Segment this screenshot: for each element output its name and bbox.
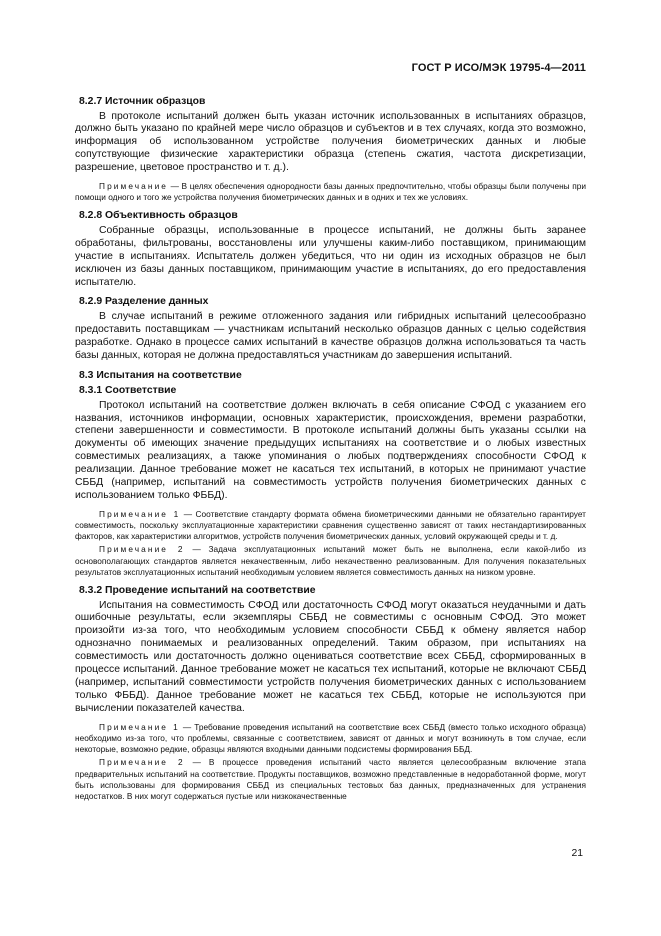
section-8-2-8 <box>75 209 586 289</box>
note-label: Примечание 2 <box>99 544 185 555</box>
section-heading: 8.2.7 Источник образцов <box>79 96 206 107</box>
note <box>75 757 586 802</box>
document-code: ГОСТ Р ИСО/МЭК 19795-4—2011 <box>411 62 586 74</box>
note <box>75 509 586 543</box>
paragraph: Испытания на совместимость СФОД или достаточность СФОД могут оказаться неудачными и дать ошибочные результаты, если экземпляры СББД не совместимы с основным СФОД. Это может произойти из-за того, что необходимым условием способности СББД к обмену является набор однозначно понимаемых и реализованных определений. Таким образом, при испытаниях на совместимость или достаточность должно оцениваться соответствие всех СББД, сформированных в процессе испытаний. Данное требование может не касаться тех испытаний, которые не включают СББД (например, испытаний совместимости устройств получения биометрических данных с использованием только ФББД). Данное требование может не касаться тех СББД, которые не используются при вычислении показателей качества. <box>75 599 586 714</box>
paragraph: Собранные образцы, использованные в процессе испытаний, не должны быть заранее обработаны, фильтрованы, восстановлены или улучшены каким-либо поставщиком, принимающим участие в испытаниях. Испытатель должен убедиться, что ни один из исходных образцов не был исключен из базы данных поставщиком, принимающим участие в испытаниях, до его предоставления испытателю. <box>75 224 586 288</box>
note <box>75 722 586 756</box>
note-label: Примечание 1 <box>99 508 181 519</box>
section-8-3-1 <box>75 384 586 578</box>
note-text: — В целях обеспечения однородности базы данных предпочтительно, чтобы образцы были получены при помощи одного и того же устройства получения биометрических данных и в одних и тех же условиях. <box>75 181 586 203</box>
note-text: — Соответствие стандарту формата обмена биометрическими данными не обязательно гарантирует совместимость, поскольку эксплуатационные характеристики сравнения существенно зависят от таких нестандартизированных факторов, как характеристики алгоритмов, устройств получения биометрических данных, условий окружающей среды и т. д. <box>75 508 586 542</box>
section-heading: 8.3 Испытания на соответствие <box>79 369 242 381</box>
section-8-3 <box>75 369 586 383</box>
note-text: — В процессе проведения испытаний часто является целесообразным включение этапа предварительных испытаний на соответствие. Продукты поставщиков, возможно представленные в недоработанной форме, могут быть использованы для формирования СББД из специальных тестовых баз данных, предназначенных для устранения недостатков. В них могут содержаться пустые или низкокачественные <box>75 757 586 801</box>
note-label: Примечание 1 <box>99 721 180 732</box>
note-text: — Задача эксплуатационных испытаний может быть не выполнена, если какой-либо из основополагающих стандартов является некачественным, либо некачественно реализованным. Для получения показательных результатов эксплуатационных испытаний необходимым условием является совместимость данных на низком уровне. <box>75 544 586 577</box>
note <box>75 544 586 578</box>
note-label: Примечание 2 <box>99 757 185 768</box>
page-number: 21 <box>571 848 583 859</box>
section-8-2-7 <box>75 95 586 203</box>
paragraph: Протокол испытаний на соответствие должен включать в себя описание СФОД с указанием его названия, источников информации, основных характеристик, происхождения, времени разработки, степени завершенности и совместимости. В протоколе испытаний должны быть указаны ссылки на документы об имеющих значение предыдущих испытаниях на соответствие и о любых известных совместимых реализациях, а также упоминания о любых подтверждениях способности СФОД к реализации. Данное требование может не касаться тех испытаний, в которых не принимают участие СББД (например, испытаний на совместимость устройств получения биометрических данных с использованием только ФББД). <box>75 399 586 501</box>
paragraph: В протоколе испытаний должен быть указан источник использованных в испытаниях образцов, должно быть указано по крайней мере число образцов и субъектов и в тех случаях, когда это возможно, информация об использованном устройстве получения биометрических данных и любые сопутствующие физические характеристики образца (степень сжатия, частота дискретизации, разрешение, цветовое пространство и т. д.). <box>75 110 586 174</box>
section-heading: 8.3.1 Соответствие <box>79 385 177 397</box>
section-8-3-2 <box>75 584 586 802</box>
section-heading: 8.3.2 Проведение испытаний на соответствие <box>79 585 316 597</box>
note <box>75 181 586 203</box>
note-label: Примечание <box>99 181 169 192</box>
section-heading: 8.2.8 Объективность образцов <box>79 210 238 222</box>
paragraph: В случае испытаний в режиме отложенного задания или гибридных испытаний целесообразно предоставить поставщикам — участникам испытаний несколько образцов данных с целью содействия разработке. Однако в процессе самих испытаний в качестве образцов должна использоваться та часть базы данных, которая не должна предоставляться участникам до завершения испытаний. <box>75 310 586 361</box>
section-8-2-9 <box>75 295 586 362</box>
section-heading: 8.2.9 Разделение данных <box>79 296 209 308</box>
note-text: — Требование проведения испытаний на соответствие всех СББД (вместо только исходного образца) необходимо из-за того, что проблемы, связанные с соответствием, зависят от данных и могут возникнуть в том случае, если некоторые, возможно редкие, образцы являются входными данными подсистемы формирования ББД. <box>75 721 586 755</box>
